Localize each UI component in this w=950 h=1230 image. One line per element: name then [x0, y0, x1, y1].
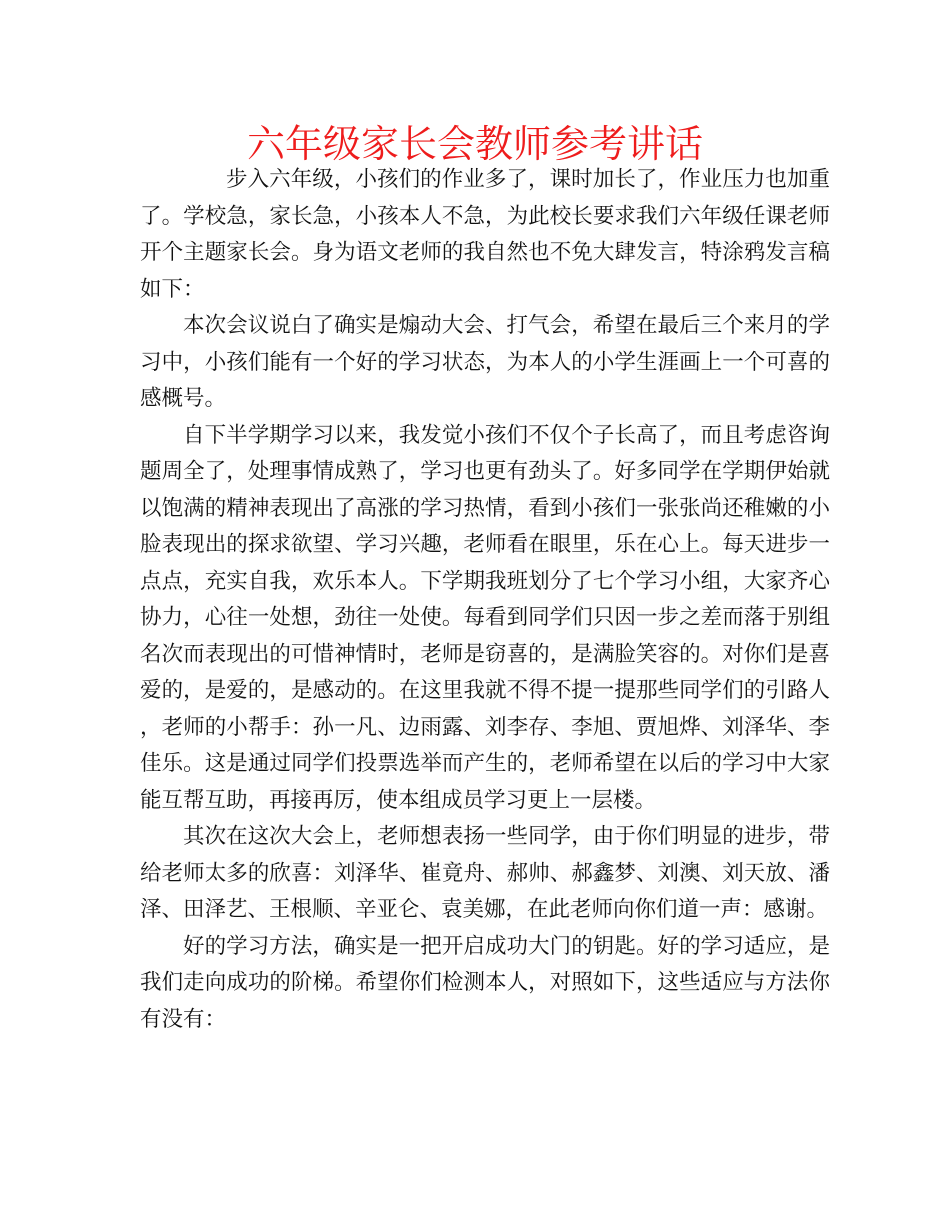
paragraph-praise-students: 其次在这次大会上，老师想表扬一些同学，由于你们明显的进步，带给老师太多的欣喜：刘泽华、崔竟舟、郝帅、郝鑫梦、刘澳、刘天放、潘泽、田泽艺、王根顺、辛亚仑、袁美娜，在此老师向你们道一声：感谢。	[140, 824, 830, 922]
paragraph-semester-progress: 自下半学期学习以来，我发觉小孩们不仅个子长高了，而且考虑咨询题周全了，处理事情成熟了，学习也更有劲头了。好多同学在学期伊始就以饱满的精神表现出了高涨的学习热情，看到小孩们一张张尚还稚嫩的小脸表现出的探求欲望、学习兴趣，老师看在眼里，乐在心上。每天进步一点点，充实自我，欢乐本人。下学期我班划分了七个学习小组，大家齐心协力，心往一处想，劲往一处使。每看到同学们只因一步之差而落于别组名次而表现出的可惜神情时，老师是窃喜的，是满脸笑容的。对你们是喜爱的，是爱的，是感动的。在这里我就不得不提一提那些同学们的引路人，老师的小帮手：孙一凡、边雨露、刘李存、李旭、贾旭烨、刘泽华、李佳乐。这是通过同学们投票选举而产生的，老师希望在以后的学习中大家能互帮互助，再接再厉，使本组成员学习更上一层楼。	[140, 422, 830, 813]
paragraph-meeting-purpose: 本次会议说白了确实是煽动大会、打气会，希望在最后三个来月的学习中，小孩们能有一个好的学习状态，为本人的小学生涯画上一个可喜的感概号。	[140, 313, 830, 411]
paragraph-study-methods: 好的学习方法，确实是一把开启成功大门的钥匙。好的学习适应，是我们走向成功的阶梯。希望你们检测本人，对照如下，这些适应与方法你有没有：	[140, 933, 830, 1032]
document-body	[140, 162, 830, 1038]
document-title: 六年级家长会教师参考讲话	[246, 122, 703, 166]
paragraph-intro: 步入六年级，小孩们的作业多了，课时加长了，作业压力也加重了。学校急，家长急，小孩本人不急，为此校长要求我们六年级任课老师开个主题家长会。身为语文老师的我自然也不免大肆发言，特涂鸦发言稿如下：	[140, 167, 830, 302]
